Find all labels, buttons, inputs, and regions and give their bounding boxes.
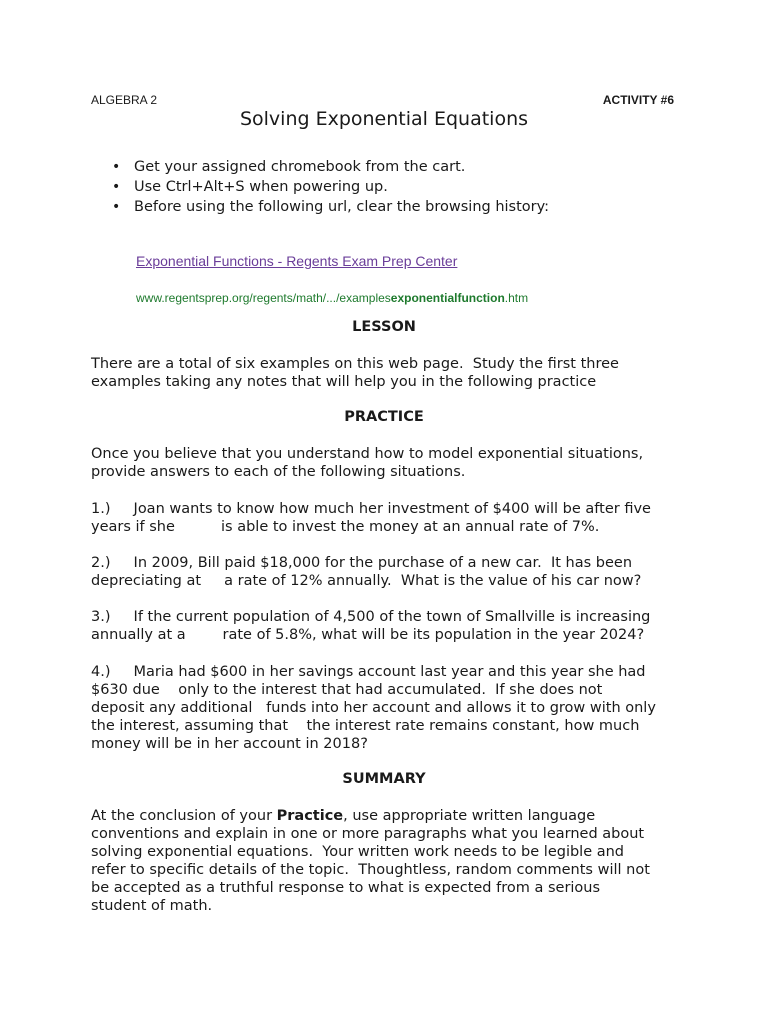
resource-url xyxy=(136,291,528,305)
summary-line: be accepted as a truthful response to what is expected from a serious xyxy=(91,880,601,896)
lesson-heading: LESSON xyxy=(352,319,416,335)
summary-heading: SUMMARY xyxy=(342,771,426,787)
resource-link[interactable]: Exponential Functions - Regents Exam Prep Center xyxy=(136,253,458,269)
problem-line: 4.) Maria had $600 in her savings account last year and this year she had xyxy=(91,664,646,680)
summary-text: , use appropriate written language xyxy=(343,808,596,824)
problem-2 xyxy=(91,554,691,590)
summary-line xyxy=(91,807,691,825)
problem-line: annually at a rate of 5.8%, what will be its population in the year 2024? xyxy=(91,627,645,643)
instruction-item: • Before using the following url, clear the browsing history: xyxy=(112,197,549,217)
problem-1 xyxy=(91,500,691,536)
activity-label: ACTIVITY #6 xyxy=(602,93,674,107)
summary-line: solving exponential equations. Your written work needs to be legible and xyxy=(91,844,625,860)
problem-line: 3.) If the current population of 4,500 of the town of Smallville is increasing xyxy=(91,609,651,625)
problem-line: 2.) In 2009, Bill paid $18,000 for the purchase of a new car. It has been xyxy=(91,555,633,571)
practice-heading: PRACTICE xyxy=(344,409,424,425)
course-label: ALGEBRA 2 xyxy=(91,93,158,107)
summary-line: student of math. xyxy=(91,898,213,914)
summary-text: At the conclusion of your xyxy=(91,808,277,824)
problem-4 xyxy=(91,663,691,753)
summary-paragraph xyxy=(91,807,691,915)
lesson-line: examples taking any notes that will help you in the following practice xyxy=(91,374,597,390)
url-suffix: .htm xyxy=(504,291,529,305)
summary-line: conventions and explain in one or more paragraphs what you learned about xyxy=(91,826,645,842)
problem-line: deposit any additional funds into her account and allows it to grow with only xyxy=(91,700,656,716)
summary-line: refer to specific details of the topic. Thoughtless, random comments will not xyxy=(91,862,650,878)
instruction-list xyxy=(112,157,549,217)
summary-bold-word: Practice xyxy=(276,808,344,824)
lesson-paragraph xyxy=(91,355,691,391)
problem-line: 1.) Joan wants to know how much her investment of $400 will be after five xyxy=(91,501,651,517)
url-bold: exponentialfunction xyxy=(390,291,505,305)
url-prefix: www.regentsprep.org/regents/math/.../examples xyxy=(136,291,391,305)
instruction-item: • Get your assigned chromebook from the cart. xyxy=(112,157,549,177)
problem-3 xyxy=(91,608,691,644)
problem-line: the interest, assuming that the interest rate remains constant, how much xyxy=(91,718,640,734)
problem-line: $630 due only to the interest that had accumulated. If she does not xyxy=(91,682,603,698)
instruction-item: • Use Ctrl+Alt+S when powering up. xyxy=(112,177,549,197)
page-title: Solving Exponential Equations xyxy=(239,108,529,130)
practice-intro-line: provide answers to each of the following situations. xyxy=(91,464,466,480)
lesson-line: There are a total of six examples on this web page. Study the first three xyxy=(91,356,619,372)
practice-intro-line: Once you believe that you understand how to model exponential situations, xyxy=(91,446,644,462)
problem-line: years if she is able to invest the money at an annual rate of 7%. xyxy=(91,519,600,535)
problem-line: money will be in her account in 2018? xyxy=(91,736,368,752)
practice-intro xyxy=(91,445,691,481)
problem-line: depreciating at a rate of 12% annually. What is the value of his car now? xyxy=(91,573,642,589)
